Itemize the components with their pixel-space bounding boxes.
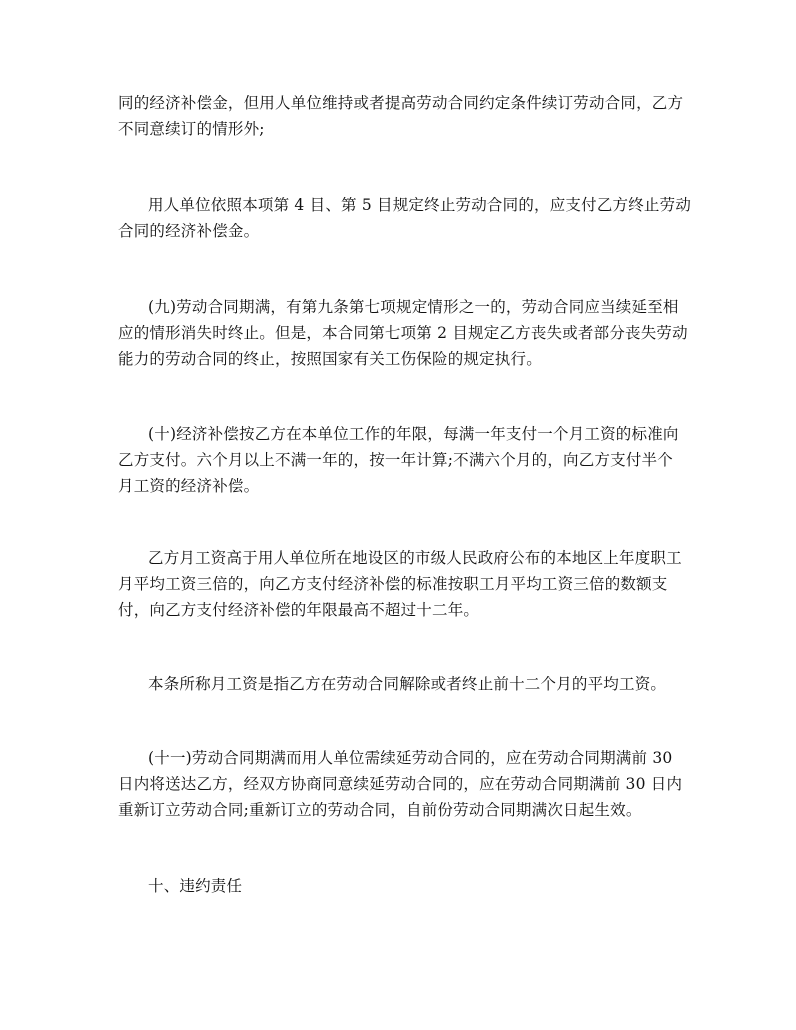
paragraph-line: 用人单位依照本项第 4 目、第 5 目规定终止劳动合同的，应支付乙方终止劳动: [148, 196, 692, 214]
paragraph-monthly-wage-definition: [118, 671, 684, 697]
paragraph-line: 月工资的经济补偿。: [118, 477, 260, 495]
paragraph-line: 能力的劳动合同的终止，按照国家有关工伤保险的规定执行。: [118, 350, 542, 368]
paragraph-line: 不同意续订的情形外;: [118, 120, 265, 138]
paragraph-item-ten: [118, 421, 684, 499]
paragraph-line: 重新订立劳动合同;重新订立的劳动合同，自前份劳动合同期满次日起生效。: [118, 801, 642, 819]
paragraph-line: 乙方月工资高于用人单位所在地设区的市级人民政府公布的本地区上年度职工: [148, 549, 682, 567]
paragraph-line: (十一)劳动合同期满而用人单位需续延劳动合同的，应在劳动合同期满前 30: [148, 749, 673, 767]
paragraph-line: 付，向乙方支付经济补偿的年限最高不超过十二年。: [118, 601, 480, 619]
paragraph-severance-exception: [118, 90, 684, 142]
section-heading: 十、违约责任: [148, 877, 243, 895]
paragraph-line: 合同的经济补偿金。: [118, 222, 260, 240]
paragraph-termination-compensation: [118, 192, 692, 244]
paragraph-wage-cap: [118, 545, 684, 623]
paragraph-line: 本条所称月工资是指乙方在劳动合同解除或者终止前十二个月的平均工资。: [148, 675, 667, 693]
paragraph-line: (十)经济补偿按乙方在本单位工作的年限，每满一年支付一个月工资的标准向: [148, 425, 679, 443]
paragraph-line: 乙方支付。六个月以上不满一年的，按一年计算;不满六个月的，向乙方支付半个: [118, 451, 673, 469]
paragraph-line: (九)劳动合同期满，有第九条第七项规定情形之一的，劳动合同应当续延至相: [148, 298, 679, 316]
paragraph-line: 日内将送达乙方，经双方协商同意续延劳动合同的，应在劳动合同期满前 30 日内: [118, 775, 683, 793]
paragraph-item-nine: [118, 294, 688, 372]
paragraph-line: 同的经济补偿金，但用人单位维持或者提高劳动合同约定条件续订劳动合同，乙方: [118, 94, 684, 112]
paragraph-item-eleven: [118, 745, 684, 823]
section-heading-breach-liability: [118, 873, 684, 899]
paragraph-line: 月平均工资三倍的，向乙方支付经济补偿的标准按职工月平均工资三倍的数额支: [118, 575, 668, 593]
paragraph-line: 应的情形消失时终止。但是，本合同第七项第 2 目规定乙方丧失或者部分丧失劳动: [118, 324, 688, 342]
